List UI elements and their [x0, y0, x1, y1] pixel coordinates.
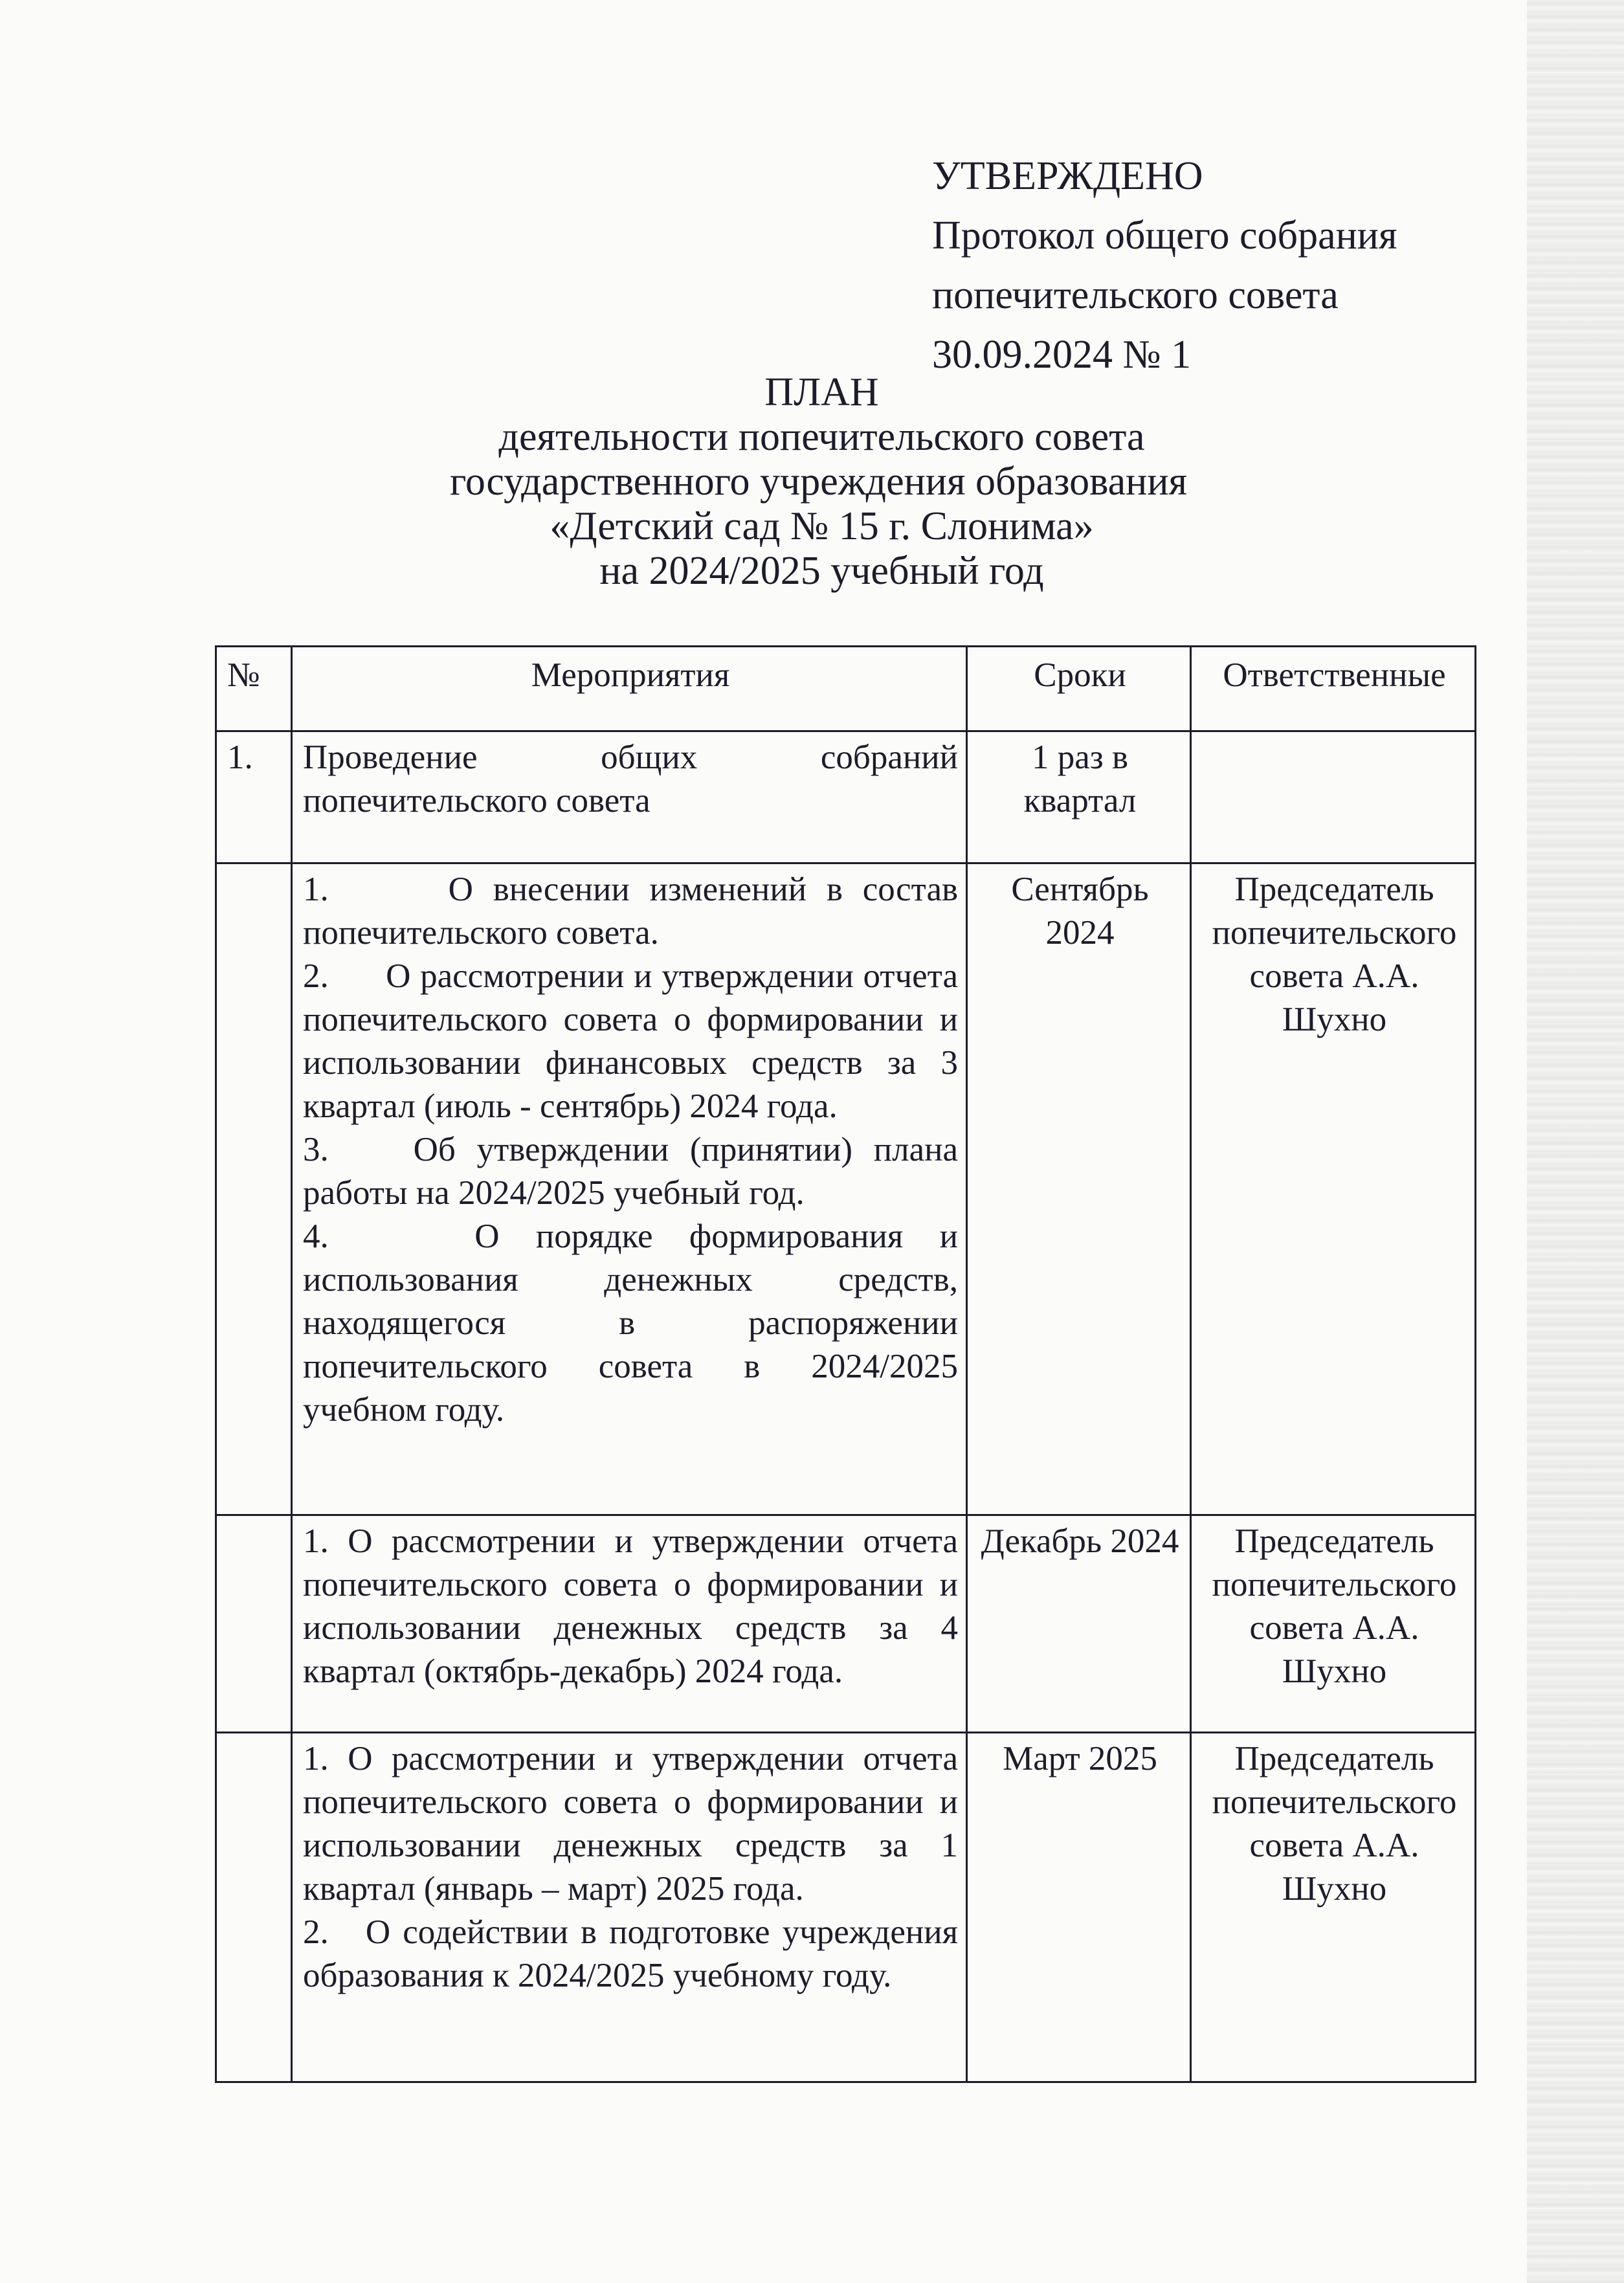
header-number: № [216, 647, 292, 731]
row-events [292, 1733, 967, 2082]
title-period: на 2024/2025 учебный год [599, 549, 1044, 593]
table-row [216, 1515, 1476, 1733]
row-term: 1 раз в квартал [967, 731, 1191, 863]
event-item: 2. О содействии в подготовке учреждения образования к 2024/2025 учебному году. [303, 1913, 958, 1994]
event-item: 3. Об утверждении (принятии) плана работы на 2024/2025 учебный год. [303, 1131, 958, 1212]
title-institution-name: «Детский сад № 15 г. Слонима» [550, 504, 1094, 548]
scan-edge-shadow [1527, 0, 1624, 2283]
table-row [216, 863, 1476, 1515]
row-responsible [1191, 731, 1476, 863]
event-item: Проведение общих собраний попечительского совета [303, 739, 958, 819]
row-term: Сентябрь 2024 [967, 863, 1191, 1515]
event-item: 1. О рассмотрении и утверждении отчета попечительского совета о формировании и использовании денежных средств за 4 квартал (октябрь-декабрь) 2024 года. [303, 1522, 958, 1690]
event-item: 1. О рассмотрении и утверждении отчета попечительского совета о формировании и использовании денежных средств за 1 квартал (январь – март) 2025 года. [303, 1740, 958, 1908]
title-subject: деятельности попечительского совета [498, 415, 1145, 459]
document-title [0, 370, 1624, 594]
row-responsible: Председатель попечительского совета А.А. Шухно [1191, 863, 1476, 1515]
row-events [292, 1515, 967, 1733]
approval-council-line: попечительского совета [932, 273, 1339, 317]
approval-heading: УТВЕРЖДЕНО [932, 154, 1203, 198]
header-responsible: Ответственные [1191, 647, 1476, 731]
title-main: ПЛАН [764, 370, 879, 414]
row-term: Март 2025 [967, 1733, 1191, 2082]
row-responsible: Председатель попечительского совета А.А. Шухно [1191, 1733, 1476, 2082]
header-events: Мероприятия [292, 647, 967, 731]
event-item: 2. О рассмотрении и утверждении отчета попечительского совета о формировании и использовании финансовых средств за 3 квартал (июль - сентябрь) 2024 года. [303, 957, 958, 1125]
row-number [216, 1733, 292, 2082]
table-row [216, 1733, 1476, 2082]
row-events [292, 863, 967, 1515]
plan-table [215, 645, 1476, 2083]
row-number [216, 863, 292, 1515]
title-institution-type: государственного учреждения образования [449, 460, 1188, 504]
table-header-row [216, 647, 1476, 731]
event-item: 4. О порядке формирования и использования денежных средств, находящегося в распоряжении попечительского совета в 2024/2025 учебном году. [303, 1218, 958, 1429]
event-item: 1. О внесении изменений в состав попечительского совета. [303, 871, 958, 952]
row-responsible: Председатель попечительского совета А.А. Шухно [1191, 1515, 1476, 1733]
approval-protocol-line: Протокол общего собрания [932, 214, 1397, 258]
header-terms: Сроки [967, 647, 1191, 731]
row-events [292, 731, 967, 863]
row-term: Декабрь 2024 [967, 1515, 1191, 1733]
row-number [216, 1515, 292, 1733]
approval-date-number: 30.09.2024 № 1 [932, 333, 1192, 377]
row-number: 1. [216, 731, 292, 863]
table-row [216, 731, 1476, 863]
approval-stamp [932, 146, 1397, 384]
